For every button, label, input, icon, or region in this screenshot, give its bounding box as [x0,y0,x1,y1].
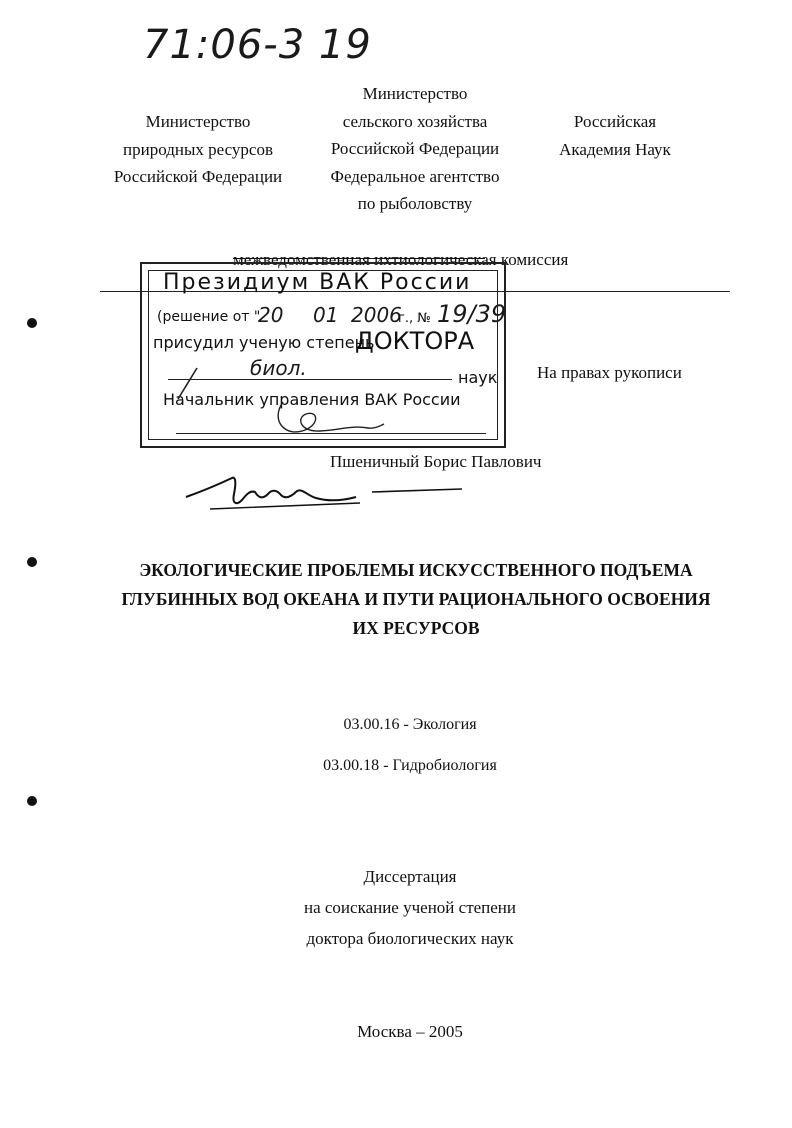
specialty-hydrobiology: 03.00.18 - Гидробиология [323,757,497,774]
vak-chief-signature [278,402,384,432]
ministry-line: по рыболовству [357,194,473,213]
binding-hole-mark [27,796,37,806]
degree-line: доктора биологических наук [306,929,514,948]
author-signature-tail [372,489,462,492]
commission-name: межведомственная ихтиологическая комиссия [233,250,569,269]
ministry-line: Министерство [362,84,468,103]
stamp-slash-stroke [178,368,197,399]
stamp-decision-number: 19/39 [437,300,507,328]
academy-line: Академия Наук [559,139,671,159]
manuscript-rights-note: На правах рукописи [537,363,682,382]
city-year: Москва – 2005 [357,1022,463,1041]
stamp-title: Президиум ВАК России [163,270,472,295]
stamp-degree-text: присудил ученую степень [153,333,375,352]
title-line: ИХ РЕСУРСОВ [352,618,480,638]
academy-line: Российская [573,112,657,131]
ministry-line: Федеральное агентство [330,166,500,186]
degree-line: Диссертация [363,867,457,886]
stamp-nauk-label: наук [458,368,498,387]
stamp-degree: ДОКТОРА [355,327,475,355]
stamp-year: 2006 [351,303,402,327]
stamp-field: биол. [250,356,307,380]
dissertation-title [80,556,752,643]
title-line: ГЛУБИННЫХ ВОД ОКЕАНА И ПУТИ РАЦИОНАЛЬНОГО ОСВОЕНИЯ [121,589,711,609]
binding-hole-mark [27,318,37,328]
ministry-line: Министерство [145,112,251,131]
ministry-line: Российской Федерации [330,139,500,158]
title-line: ЭКОЛОГИЧЕСКИЕ ПРОБЛЕМЫ ИСКУССТВЕННОГО ПОДЪЕМА [139,560,693,580]
author-signature-tail [210,503,360,509]
specialty-ecology: 03.00.16 - Экология [343,716,477,733]
author-signature [186,478,356,503]
stamp-year-suffix: г., № [398,311,431,326]
binding-hole-mark [27,557,37,567]
degree-line: на соискание ученой степени [303,898,517,917]
stamp-chief-label: Начальник управления ВАК России [163,390,461,409]
dissertation-degree-block [220,861,600,954]
author-name: Пшеничный Борис Павлович [330,452,542,471]
ministry-line: Российской Федерации [113,167,283,186]
stamp-month: 01 [313,303,339,327]
handwritten-archive-code: 71:06-3 19 [143,22,372,68]
stamp-day: 20 [258,303,284,327]
stamp-decision-label: (решение от " [157,309,261,325]
ministry-line: сельского хозяйства [342,111,488,131]
ministry-line: природных ресурсов [123,139,273,159]
